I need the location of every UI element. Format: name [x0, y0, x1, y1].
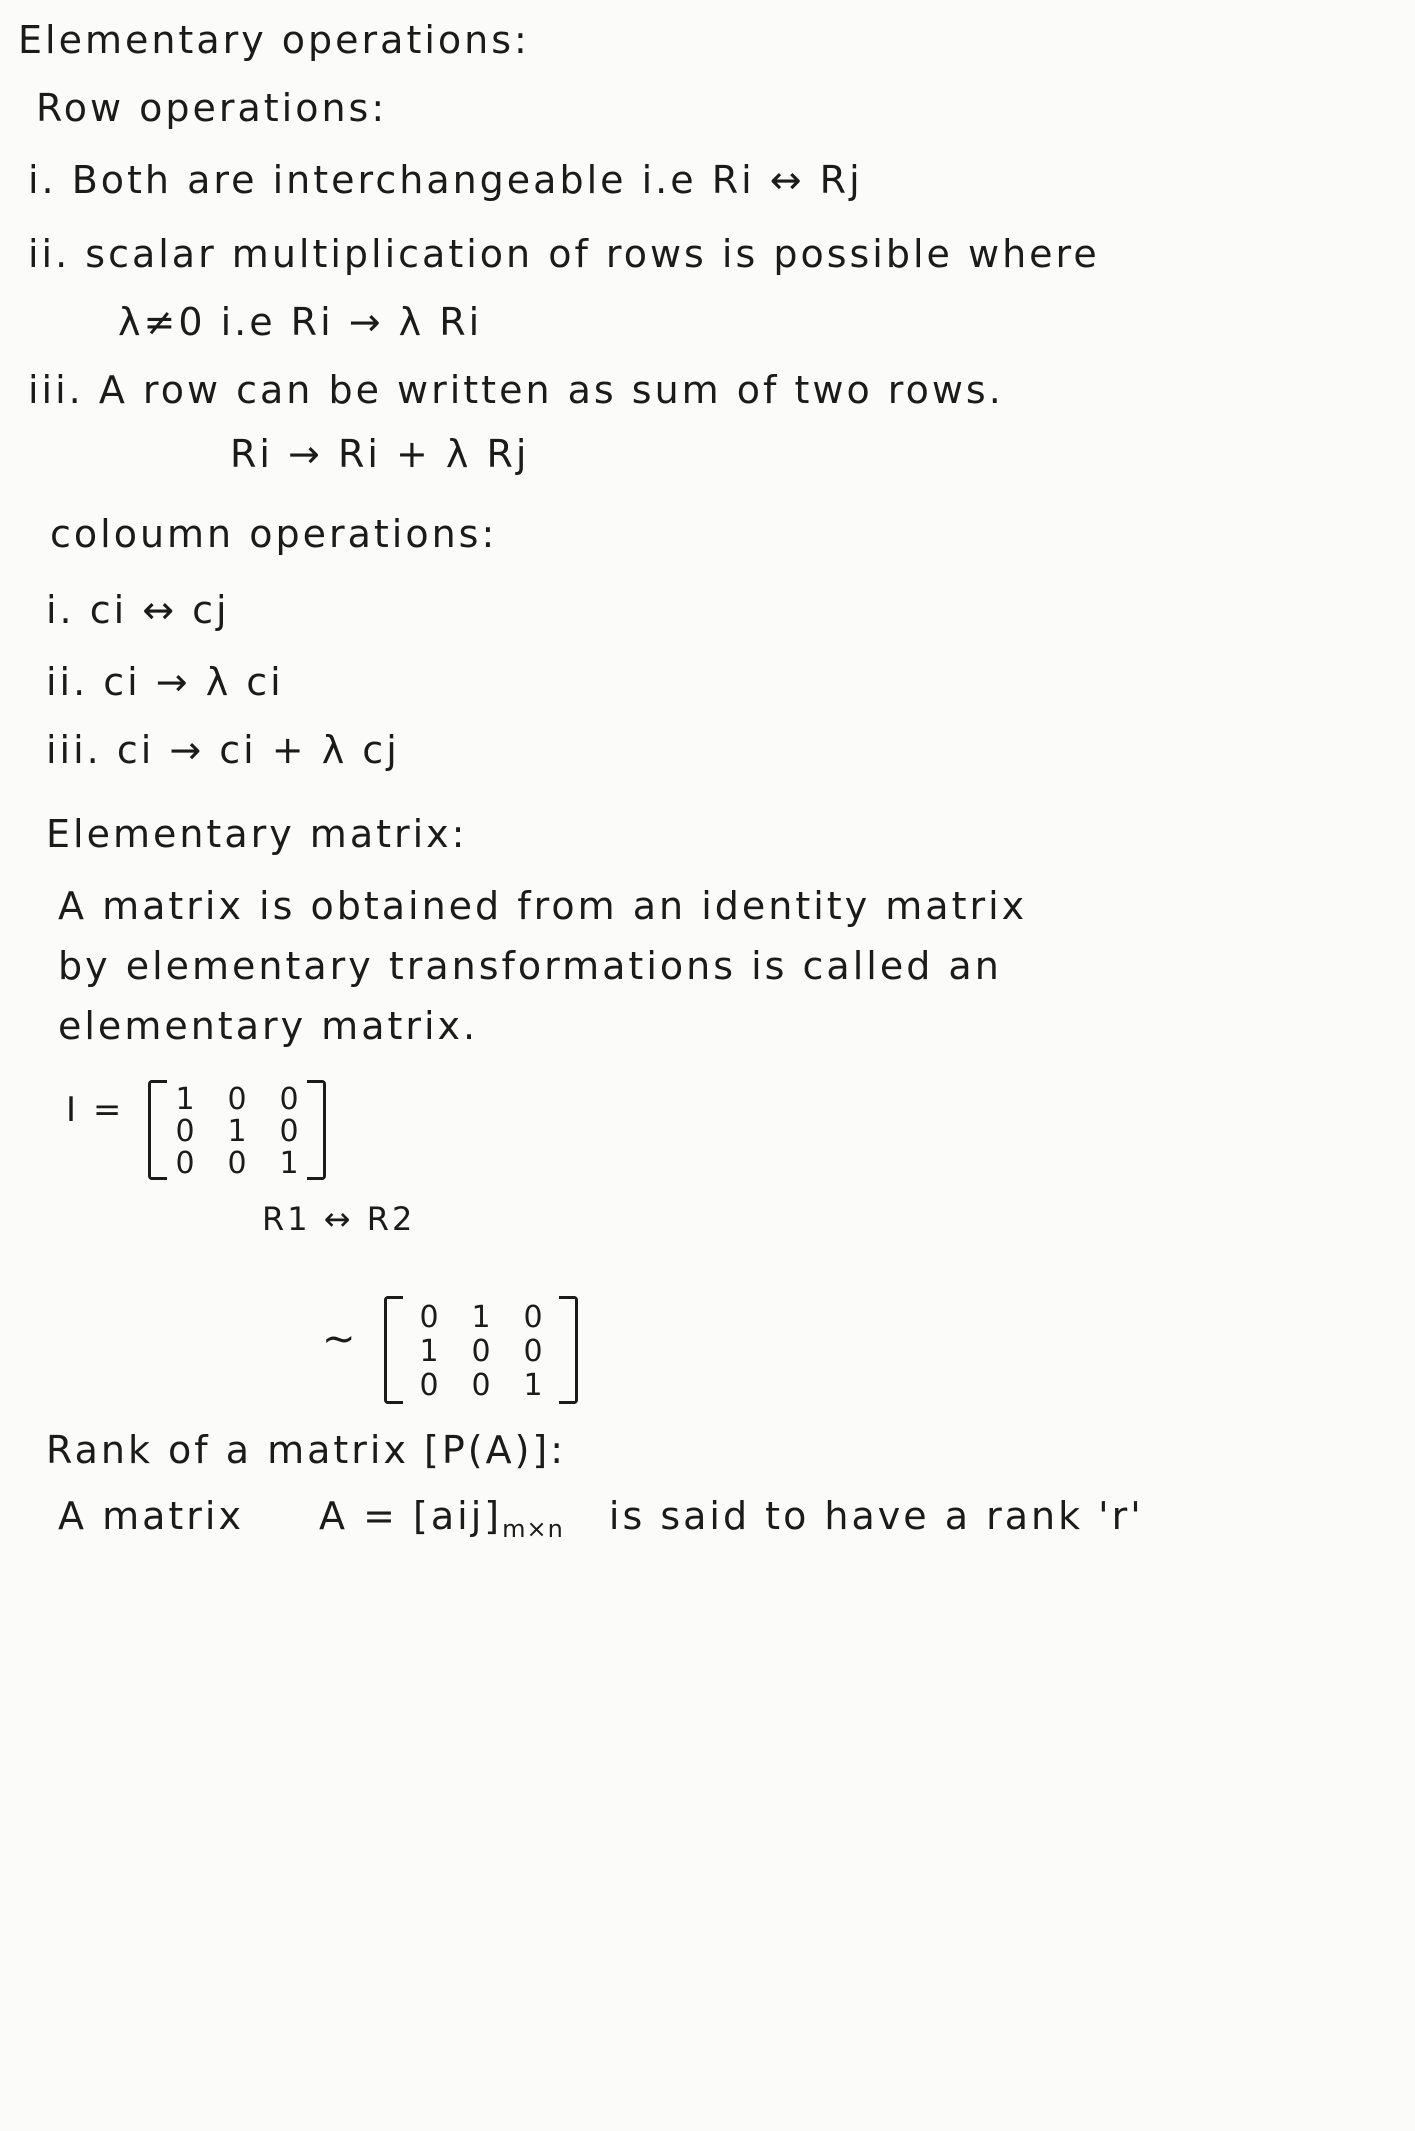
elementary-matrix-result	[384, 1296, 578, 1404]
matrix-cell: 0	[279, 1114, 299, 1149]
rank-title: Rank of a matrix [P(A)]:	[46, 1428, 567, 1472]
row-op-1: i. Both are interchangeable i.e Ri ↔ Rj	[28, 158, 863, 202]
row-swap-operation: R1 ↔ R2	[262, 1200, 416, 1238]
matrix-cell: 0	[523, 1300, 543, 1335]
rank-matrix-order: m×n	[502, 1515, 564, 1543]
matrix-cell: 0	[175, 1146, 195, 1181]
row-op-2-condition: λ≠0 i.e Ri → λ Ri	[118, 300, 483, 344]
definition-line-2: by elementary transformations is called an	[58, 944, 1002, 988]
matrix-cell: 1	[419, 1334, 439, 1369]
rank-line	[58, 1494, 1144, 1543]
matrix-cell: 1	[227, 1114, 247, 1149]
rank-line-end: is said to have a rank 'r'	[608, 1494, 1144, 1538]
matrix-cell: 1	[523, 1368, 543, 1403]
matrix-cell: 0	[419, 1300, 439, 1335]
definition-line-3: elementary matrix.	[58, 1004, 479, 1048]
row-op-3: iii. A row can be written as sum of two rows.	[28, 368, 1004, 412]
matrix-cell: 1	[471, 1300, 491, 1335]
row-op-3-formula: Ri → Ri + λ Rj	[230, 432, 530, 476]
matrix-cell: 1	[175, 1082, 195, 1117]
matrix-cell: 0	[175, 1114, 195, 1149]
matrix-cell: 1	[279, 1146, 299, 1181]
column-op-1: i. ci ↔ cj	[46, 588, 230, 632]
rank-matrix-notation: A = [aij]	[319, 1494, 503, 1538]
row-operations-title: Row operations:	[36, 86, 388, 130]
column-op-2: ii. ci → λ ci	[46, 660, 284, 704]
column-operations-title: coloumn operations:	[50, 512, 498, 556]
identity-label: I =	[66, 1090, 125, 1130]
column-op-3: iii. ci → ci + λ cj	[46, 728, 400, 772]
matrix-cell: 0	[227, 1146, 247, 1181]
matrix-cell: 0	[279, 1082, 299, 1117]
row-op-2: ii. scalar multiplication of rows is possible where	[28, 232, 1100, 276]
matrix-cell: 0	[523, 1334, 543, 1369]
definition-line-1: A matrix is obtained from an identity matrix	[58, 884, 1028, 928]
page-heading: Elementary operations:	[18, 18, 530, 62]
elementary-matrix-title: Elementary matrix:	[46, 812, 468, 856]
equivalence-tilde: ~	[322, 1316, 359, 1362]
matrix-cell: 0	[419, 1368, 439, 1403]
matrix-cell: 0	[471, 1334, 491, 1369]
rank-line-start: A matrix	[58, 1494, 244, 1538]
matrix-cell: 0	[227, 1082, 247, 1117]
matrix-cell: 0	[471, 1368, 491, 1403]
identity-matrix	[148, 1080, 326, 1180]
